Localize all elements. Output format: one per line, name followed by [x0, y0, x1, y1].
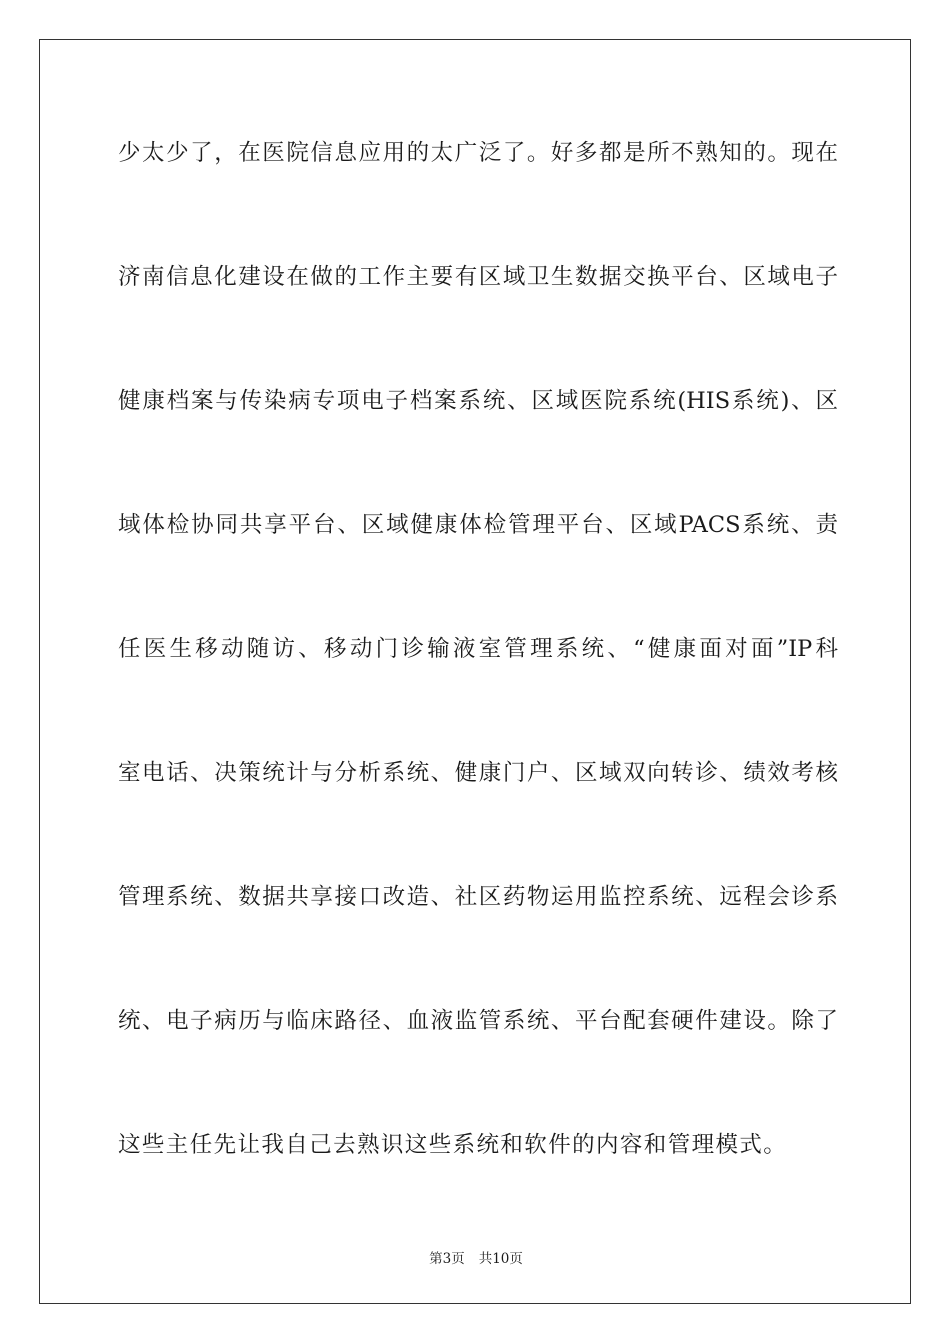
- page-footer: [40, 1250, 912, 1268]
- text-line: 健康档案与传染病专项电子档案系统、区域医院系统(HIS系统)、区: [118, 388, 838, 414]
- page-number: 第3页: [429, 1251, 465, 1267]
- text-line: 任医生移动随访、移动门诊输液室管理系统、“健康面对面”IP科: [118, 636, 838, 662]
- text-line: 室电话、决策统计与分析系统、健康门户、区域双向转诊、绩效考核: [118, 760, 838, 786]
- page-frame: [39, 39, 911, 1304]
- text-line: 少太少了，在医院信息应用的太广泛了。好多都是所不熟知的。现在: [118, 140, 838, 166]
- text-line: 管理系统、数据共享接口改造、社区药物运用监控系统、远程会诊系: [118, 884, 838, 910]
- text-line: 统、电子病历与临床路径、血液监管系统、平台配套硬件建设。除了: [118, 1008, 838, 1034]
- text-line: 这些主任先让我自己去熟识这些系统和软件的内容和管理模式。: [118, 1132, 788, 1158]
- text-line: 济南信息化建设在做的工作主要有区域卫生数据交换平台、区域电子: [118, 264, 838, 290]
- page-total: 共10页: [478, 1251, 523, 1267]
- text-line: 域体检协同共享平台、区域健康体检管理平台、区域PACS系统、责: [118, 512, 838, 538]
